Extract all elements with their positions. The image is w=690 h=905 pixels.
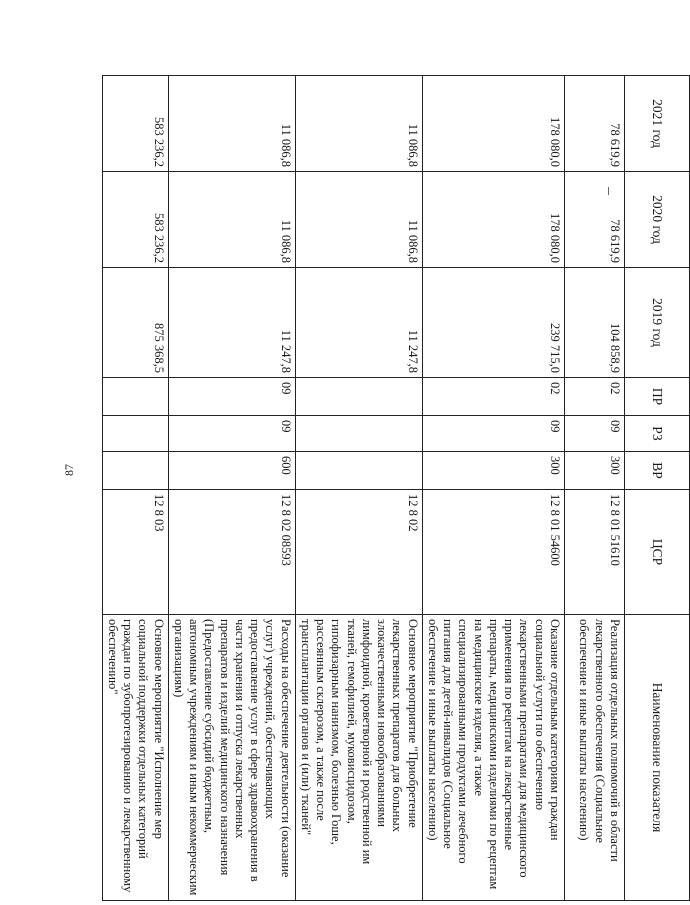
cell-csr: 12 8 03: [102, 490, 168, 615]
page-number: 87: [62, 464, 76, 476]
cell-csr: 12 8 01 51610: [565, 490, 625, 615]
header-row: [625, 76, 690, 901]
cell-rz: 09: [565, 416, 625, 452]
header-2021: 2021 год: [625, 76, 690, 172]
header-rz: РЗ: [625, 416, 690, 452]
cell-2019: 11 247,8: [295, 268, 422, 378]
cell-2021: 11 086,8: [295, 76, 422, 172]
cell-2021: 78 619,9: [565, 76, 625, 172]
header-2019: 2019 год: [625, 268, 690, 378]
header-name: Наименование показателя: [625, 615, 690, 901]
cell-vr: 600: [168, 452, 295, 490]
cell-pr: 02: [565, 378, 625, 416]
table-row: [102, 76, 168, 901]
header-vr: ВР: [625, 452, 690, 490]
cell-name: Оказание отдельным категориям граждан социальной услуги по обеспечению лекарственными препаратами для медицинского применения по рецептам на лекарственные препараты, медицинскими изделиями по рецептам на медицинские изделия, а также специализированными продуктами лечебного питания для детей-инвалидов (Социальное обеспечение и иные выплаты населению): [422, 615, 564, 901]
cell-2019: 104 858,9: [565, 268, 625, 378]
cell-name: Реализация отдельных полномочий в области лекарственного обеспечения (Социальное обеспечение и иные выплаты населению): [565, 615, 625, 901]
cell-name: Основное мероприятие "Исполнение мер социальной поддержки отдельных категорий граждан по зубопротезированию и лекарственному обеспечению": [102, 615, 168, 901]
cell-csr: 12 8 02: [295, 490, 422, 615]
header-2020: 2020 год: [625, 172, 690, 268]
cell-vr: [102, 452, 168, 490]
table-row: [422, 76, 564, 901]
cell-2020: 178 080,0: [422, 172, 564, 268]
cell-2020: 11 086,8: [168, 172, 295, 268]
cell-2020: 78 619,9: [565, 172, 625, 268]
cell-pr: [102, 378, 168, 416]
cell-vr: [295, 452, 422, 490]
cell-name: Основное мероприятие "Приобретение лекарственных препаратов для больных злокачественными новообразованиями лимфоидной, кроветворной и родственной им тканей, гемофилией, муковисцидозом, гипофизарным нанизмом, болезнью Гоше, рассеянным склерозом, а также после трансплантации органов и (или) тканей": [295, 615, 422, 901]
cell-2021: 11 086,8: [168, 76, 295, 172]
budget-table: [102, 75, 690, 901]
header-pr: ПР: [625, 378, 690, 416]
cell-2020: 11 086,8: [295, 172, 422, 268]
cell-2020: 583 236,2: [102, 172, 168, 268]
cell-2019: 875 368,5: [102, 268, 168, 378]
table-row: [565, 76, 625, 901]
cell-rz: [102, 416, 168, 452]
header-csr: ЦСР: [625, 490, 690, 615]
cell-2021: 583 236,2: [102, 76, 168, 172]
table-row: [295, 76, 422, 901]
cell-vr: 300: [565, 452, 625, 490]
table-row: [168, 76, 295, 901]
cell-2021: 178 080,0: [422, 76, 564, 172]
cell-rz: 09: [422, 416, 564, 452]
cell-pr: 02: [422, 378, 564, 416]
cell-2019: 239 715,0: [422, 268, 564, 378]
cell-pr: 09: [168, 378, 295, 416]
cell-csr: 12 8 02 08593: [168, 490, 295, 615]
cell-rz: [295, 416, 422, 452]
cell-pr: [295, 378, 422, 416]
cell-2019: 11 247,8: [168, 268, 295, 378]
cell-rz: 09: [168, 416, 295, 452]
cell-csr: 12 8 01 54600: [422, 490, 564, 615]
cell-name: Расходы на обеспечение деятельности (оказание услуг) учреждений, обеспечивающих предоставление услуг в сфере здравоохранения в части хранения и отпуска лекарственных препаратов и изделий медицинского назначения (Предоставление субсидий бюджетным, автономным учреждениям и иным некоммерческим организациям): [168, 615, 295, 901]
rotated-table-container: [106, 75, 690, 900]
cell-vr: 300: [422, 452, 564, 490]
